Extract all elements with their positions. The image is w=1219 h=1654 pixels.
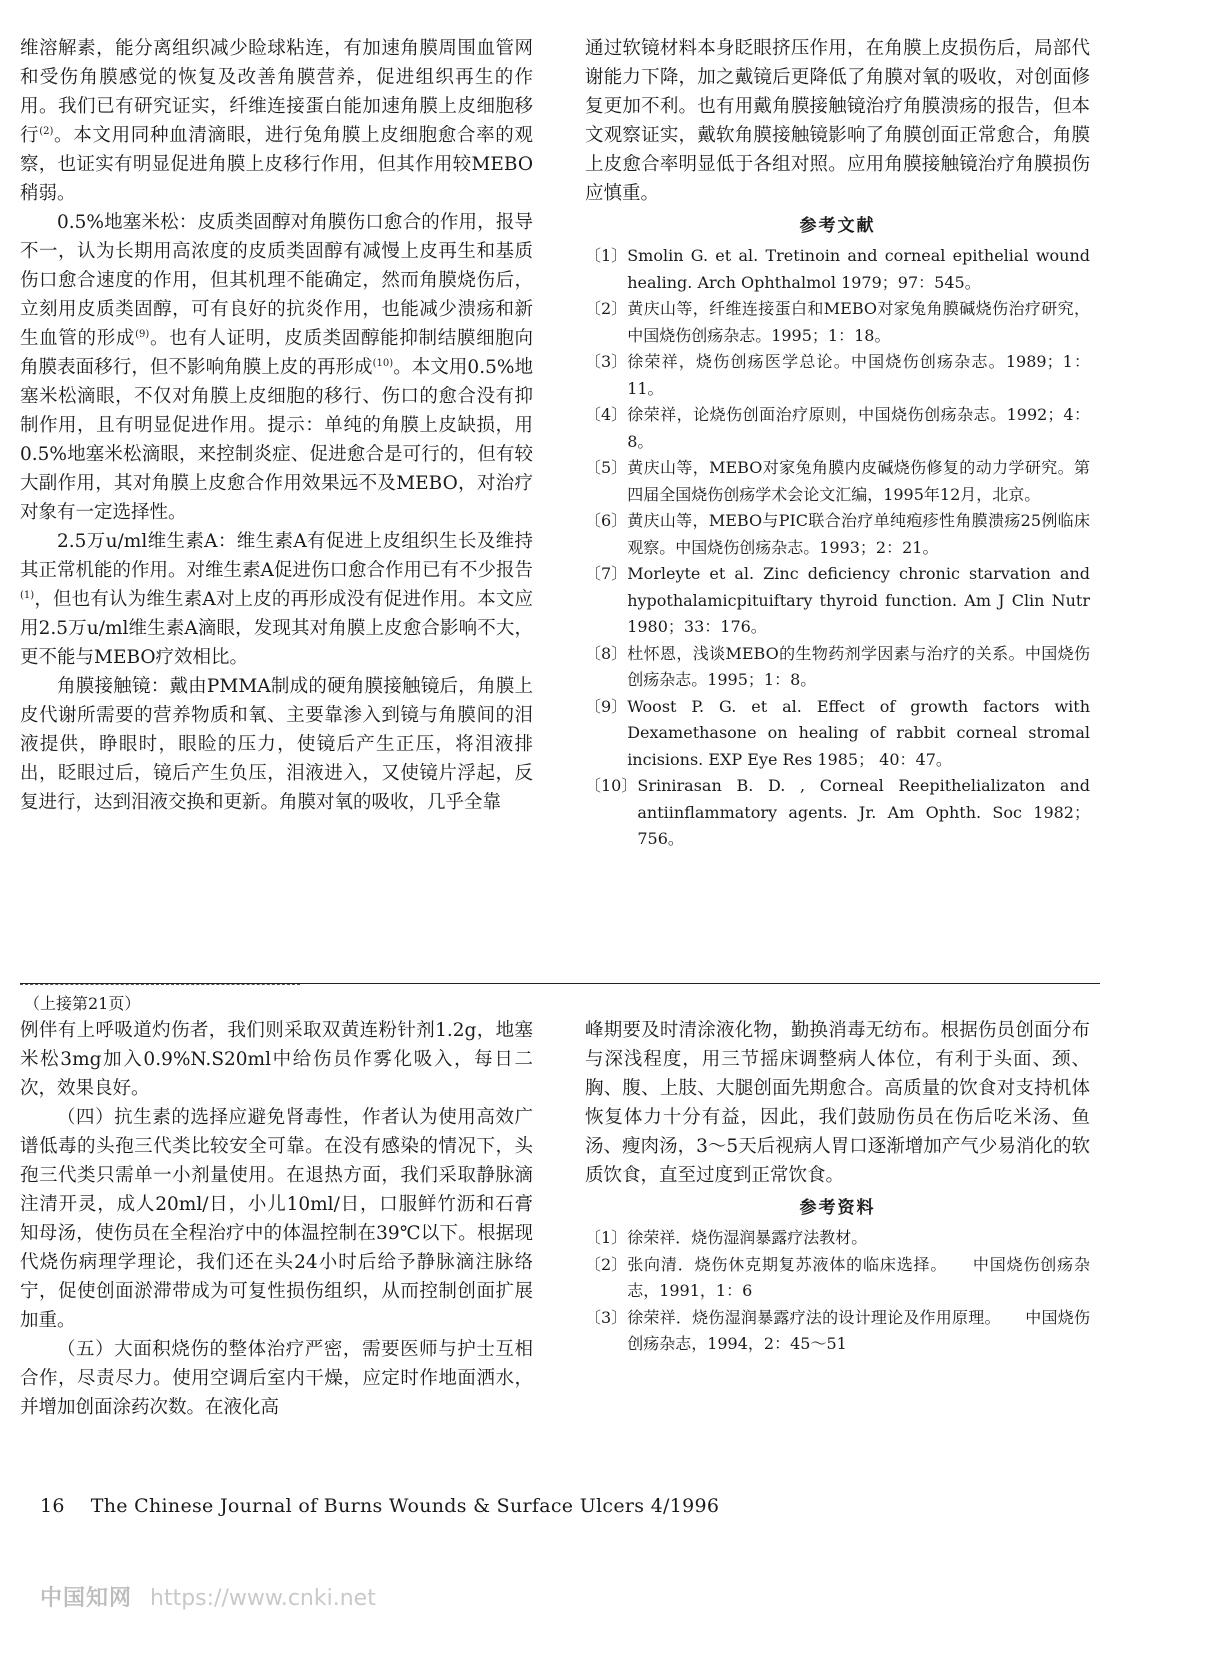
reference-text: 黄庆山等，MEBO对家兔角膜内皮碱烧伤修复的动力学研究。第四届全国烧伤创疡学术会论文汇编，1995年12月，北京。 — [627, 458, 1090, 504]
reference-item — [585, 1305, 1090, 1358]
reference-item — [585, 243, 1090, 296]
reference-number: 〔4〕 — [585, 405, 628, 424]
section-divider-dashed — [20, 984, 300, 985]
reference-text: Morleyte et al. Zinc deficiency chronic starvation and hypothalamicpituiftary thyroid function. Am J Clin Nutr 1980；33：176。 — [627, 564, 1090, 636]
page-number: 16 — [40, 1495, 65, 1517]
reference-number: 〔3〕 — [585, 1307, 628, 1327]
citation-mark: (2) — [39, 125, 54, 137]
reference-list — [585, 243, 1090, 853]
reference-item — [585, 455, 1090, 508]
reference-number: 〔1〕 — [585, 246, 628, 265]
reference-number: 〔1〕 — [585, 1228, 628, 1247]
bottom-left-column — [20, 1016, 533, 1422]
reference-item — [585, 508, 1090, 561]
reference-number: 〔7〕 — [585, 564, 628, 583]
continuation-note: （上接第21页） — [24, 994, 141, 1013]
citation-mark: (1) — [20, 589, 35, 601]
reference-number: 〔9〕 — [585, 696, 628, 716]
reference-text: 徐荣祥．烧伤湿润暴露疗法的设计理论及作用原理。 中国烧伤创疡杂志，1994，2：45～51 — [627, 1307, 1090, 1353]
reference-text: 杜怀恩，浅谈MEBO的生物药剂学因素与治疗的关系。中国烧伤创疡杂志。1995；1：8。 — [627, 643, 1090, 689]
reference-text: Srinirasan B. D. , Corneal Reepithelializaton and antiinflammatory agents. Jr. Am Ophth. Soc 1982；756。 — [637, 776, 1090, 848]
watermark — [40, 1581, 376, 1612]
text: 。也有人证明，皮质类固醇能抑制结膜细胞向角膜表面移行，但不影响角膜上皮的再形成 — [20, 328, 533, 378]
cnki-logo: 中国知网 — [40, 1586, 133, 1611]
reference-item — [585, 349, 1090, 402]
citation-mark: (10) — [372, 357, 394, 369]
references-heading: 参考文献 — [799, 216, 876, 236]
paragraph: 例伴有上呼吸道灼伤者，我们则采取双黄连粉针剂1.2g，地塞米松3mg加入0.9%N.S20ml中给伤员作雾化吸入，每日二次，效果良好。 — [20, 1020, 533, 1099]
text: 。本文用0.5%地塞米松滴眼，不仅对角膜上皮细胞的移行、伤口的愈合没有抑制作用，且有明显促进作用。提示：单纯的角膜上皮缺损，用0.5%地塞米松滴眼，来控制炎症、促进愈合是可行的，但有较大副作用，其对角膜上皮愈合作用效果远不及MEBO，对治疗对象有一定选择性。 — [20, 357, 533, 523]
paragraph-contact-lens: 角膜接触镜：戴由PMMA制成的硬角膜接触镜后，角膜上皮代谢所需要的营养物质和氧、主要靠渗入到镜与角膜间的泪液提供，睁眼时，眼睑的压力，使镜后产生正压，将泪液排出，眨眼过后，镜后产生负压，泪液进入，又使镜片浮起，反复进行，达到泪液交换和更新。角膜对氧的吸收，几乎全靠 — [20, 676, 533, 813]
paragraph: 通过软镜材料本身眨眼挤压作用，在角膜上皮损伤后，局部代谢能力下降，加之戴镜后更降低了角膜对氧的吸收，对创面修复更加不利。也有用戴角膜接触镜治疗角膜溃疡的报告，但本文观察证实，戴软角膜接触镜影响了角膜创面正常愈合，角膜上皮愈合率明显低于各组对照。应用角膜接触镜治疗角膜损伤应慎重。 — [585, 38, 1090, 204]
reference-number: 〔5〕 — [585, 458, 628, 477]
reference-text: 张向清．烧伤休克期复苏液体的临床选择。 中国烧伤创疡杂志，1991，1：6 — [627, 1254, 1090, 1300]
text: 。本文用同种血清滴眼，进行兔角膜上皮细胞愈合率的观察，也证实有明显促进角膜上皮移行作用，但其作用较MEBO稍弱。 — [20, 125, 533, 204]
reference-text: 黄庆山等，纤维连接蛋白和MEBO对家兔角膜碱烧伤治疗研究，中国烧伤创疡杂志。1995；1：18。 — [627, 299, 1090, 345]
reference-text: 徐荣祥，烧伤创疡医学总论。中国烧伤创疡杂志。1989；1：11。 — [627, 352, 1090, 398]
paragraph-vitamin-a — [20, 527, 533, 672]
reference-text: Woost P. G. et al. Effect of growth factors with Dexamethasone on healing of rabbit corneal stromal incisions. EXP Eye Res 1985； 40：47。 — [627, 696, 1090, 769]
journal-title: The Chinese Journal of Burns Wounds & Surface Ulcers 4/1996 — [90, 1495, 720, 1517]
text: 维溶解素，能分离组织减少睑球粘连，有加速角膜周围血管网和受伤角膜感觉的恢复及改善角膜营养，促进组织再生的作用。我们已有研究证实，纤维连接蛋白能加速角膜上皮细胞移行 — [20, 38, 533, 146]
reference-item — [585, 1225, 1090, 1252]
text: ，但也有认为维生素A对上皮的再形成没有促进作用。本文应用2.5万u/ml维生素A滴眼，发现其对角膜上皮愈合影响不大，更不能与MEBO疗效相比。 — [20, 589, 533, 668]
paragraph: 峰期要及时清涂液化物，勤换消毒无纺布。根据伤员创面分布与深浅程度，用三节摇床调整病人体位，有利于头面、颈、胸、腹、上肢、大腿创面先期愈合。高质量的饮食对支持机体恢复体力十分有益，因此，我们鼓励伤员在伤后吃米汤、鱼汤、瘦肉汤，3～5天后视病人胃口逐渐增加产气少易消化的软质饮食，直至过度到正常饮食。 — [585, 1020, 1090, 1186]
text: 0.5%地塞米松：皮质类固醇对角膜伤口愈合的作用，报导不一，认为长期用高浓度的皮质类固醇有减慢上皮再生和基质伤口愈合速度的作用，但其机理不能确定，然而角膜烧伤后，立刻用皮质类固醇，可有良好的抗炎作用，也能减少溃疡和新生血管的形成 — [20, 212, 533, 349]
reference-number: 〔2〕 — [585, 299, 628, 318]
reference-text: 徐荣祥．烧伤湿润暴露疗法教材。 — [627, 1228, 868, 1247]
reference-item — [585, 296, 1090, 349]
reference-text: 徐荣祥，论烧伤创面治疗原则，中国烧伤创疡杂志。1992；4：8。 — [627, 405, 1090, 451]
reference-item — [585, 773, 1090, 853]
citation-mark: (9) — [135, 328, 150, 340]
reference-number: 〔2〕 — [585, 1254, 628, 1274]
paragraph — [20, 34, 533, 208]
reference-item — [585, 641, 1090, 694]
text: 2.5万u/ml维生素A：维生素A有促进上皮组织生长及维持其正常机能的作用。对维生素A促进伤口愈合作用已有不少报告 — [20, 531, 533, 581]
top-right-column — [585, 34, 1090, 853]
reference-item — [585, 402, 1090, 455]
reference-number: 〔3〕 — [585, 352, 628, 371]
reference-item — [585, 694, 1090, 774]
reference-text: 黄庆山等，MEBO与PIC联合治疗单纯疱疹性角膜溃疡25例临床观察。中国烧伤创疡杂志。1993；2：21。 — [627, 511, 1090, 557]
paragraph-dexamethasone — [20, 208, 533, 527]
paragraph-overall-treatment: （五）大面积烧伤的整体治疗严密，需要医师与护士互相合作，尽责尽力。使用空调后室内干燥，应定时作地面洒水，并增加创面涂药次数。在液化高 — [20, 1339, 533, 1418]
top-left-column — [20, 34, 533, 817]
reference-item — [585, 561, 1090, 641]
reference-number: 〔8〕 — [585, 643, 628, 663]
watermark-url: https://www.cnki.net — [150, 1586, 376, 1611]
reference-number: 〔10〕 — [585, 776, 638, 795]
page-footer — [40, 1495, 719, 1517]
reference-list — [585, 1225, 1090, 1358]
references-heading: 参考资料 — [799, 1198, 876, 1218]
bottom-right-column — [585, 1016, 1090, 1358]
reference-item — [585, 1252, 1090, 1305]
paragraph-antibiotics: （四）抗生素的选择应避免肾毒性，作者认为使用高效广谱低毒的头孢三代类比较安全可靠。在没有感染的情况下，头孢三代类只需单一小剂量使用。在退热方面，我们采取静脉滴注清开灵，成人20ml/日，小儿10ml/日，口服鲜竹沥和石膏知母汤，使伤员在全程治疗中的体温控制在39℃以下。根据现代烧伤病理学理论，我们还在头24小时后给予静脉滴注脉络宁，促使创面淤滞带成为可复性损伤组织，从而控制创面扩展加重。 — [20, 1107, 533, 1331]
reference-text: Smolin G. et al. Tretinoin and corneal epithelial wound healing. Arch Ophthalmol 1979；97：545。 — [627, 246, 1090, 292]
reference-number: 〔6〕 — [585, 511, 628, 530]
